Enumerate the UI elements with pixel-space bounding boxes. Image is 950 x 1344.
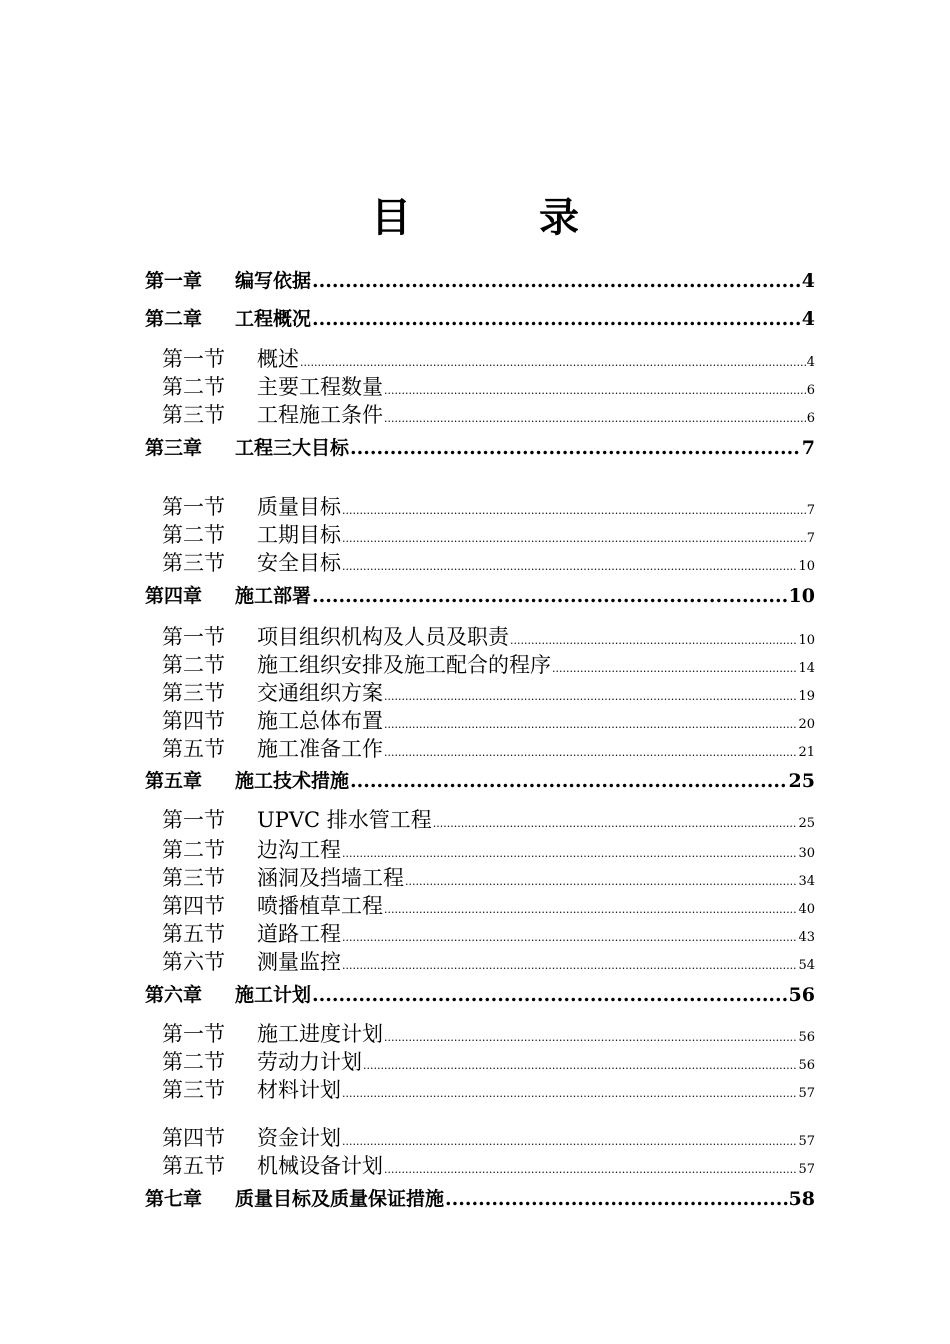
toc-entry-number: 第七章 [145, 1188, 203, 1210]
toc-section-entry[interactable] [162, 677, 815, 707]
toc-dot-leader [384, 903, 797, 916]
toc-entry-title: 工程概况 [235, 308, 312, 330]
toc-chapter-entry[interactable] [145, 266, 815, 293]
toc-page-number: 40 [798, 902, 815, 917]
toc-entry-number: 第二节 [162, 375, 225, 399]
toc-page-number: 25 [788, 770, 815, 792]
toc-entry-number: 第三节 [162, 1078, 225, 1102]
toc-dot-leader [405, 875, 797, 888]
toc-entry-title: 概述 [257, 347, 299, 371]
toc-dot-leader [342, 959, 797, 972]
toc-entry-number: 第六节 [162, 950, 225, 974]
toc-page-number: 21 [798, 745, 815, 760]
toc-dot-leader [342, 504, 806, 517]
toc-section-entry[interactable] [162, 862, 815, 892]
toc-section-entry[interactable] [162, 491, 815, 521]
toc-entry-title: 质量目标 [257, 495, 341, 519]
toc-page-number: 10 [798, 559, 815, 574]
page-title: 目 录 [371, 194, 623, 241]
toc-entry-title: 资金计划 [257, 1126, 341, 1150]
toc-dot-leader [312, 308, 801, 330]
toc-section-entry[interactable] [162, 1122, 815, 1152]
toc-dot-leader [363, 1059, 797, 1072]
toc-chapter-entry[interactable] [145, 980, 815, 1007]
toc-section-entry[interactable] [162, 649, 815, 679]
toc-page-number: 30 [798, 846, 815, 861]
toc-entry-title: 施工技术措施 [235, 770, 350, 792]
toc-entry-number: 第五节 [162, 1154, 225, 1178]
toc-entry-title: 喷播植草工程 [257, 894, 383, 918]
toc-entry-title: 质量目标及质量保证措施 [235, 1188, 445, 1210]
toc-entry-number: 第六章 [145, 984, 203, 1006]
toc-entry-title: 施工部署 [235, 585, 312, 607]
toc-entry-number: 第三章 [145, 437, 203, 459]
toc-entry-title: 工程施工条件 [257, 403, 383, 427]
toc-entry-title: 编写依据 [235, 270, 312, 292]
toc-page-number: 6 [806, 383, 815, 398]
toc-dot-leader [312, 270, 801, 292]
toc-section-entry[interactable] [162, 621, 815, 651]
toc-entry-number: 第五章 [145, 770, 203, 792]
toc-dot-leader [510, 634, 797, 647]
toc-entry-title: UPVC 排水管工程 [257, 808, 432, 832]
toc-entry-number: 第一节 [162, 1022, 225, 1046]
toc-dot-leader [312, 585, 788, 607]
toc-page-number: 4 [801, 270, 815, 292]
toc-page-number: 7 [806, 531, 815, 546]
toc-section-entry[interactable] [162, 705, 815, 735]
toc-entry-number: 第一节 [162, 808, 225, 832]
toc-section-entry[interactable] [162, 804, 815, 834]
toc-dot-leader [384, 412, 806, 425]
toc-entry-title: 安全目标 [257, 551, 341, 575]
toc-entry-number: 第一节 [162, 347, 225, 371]
toc-section-entry[interactable] [162, 399, 815, 429]
toc-dot-leader [384, 746, 797, 759]
toc-section-entry[interactable] [162, 343, 815, 373]
toc-section-entry[interactable] [162, 371, 815, 401]
toc-entry-number: 第一节 [162, 495, 225, 519]
toc-section-entry[interactable] [162, 547, 815, 577]
toc-entry-number: 第三节 [162, 866, 225, 890]
toc-entry-title: 工期目标 [257, 523, 341, 547]
toc-section-entry[interactable] [162, 733, 815, 763]
toc-entry-number: 第四节 [162, 1126, 225, 1150]
toc-entry-number: 第三节 [162, 551, 225, 575]
toc-dot-leader [342, 847, 797, 860]
toc-section-entry[interactable] [162, 519, 815, 549]
toc-entry-number: 第四节 [162, 894, 225, 918]
toc-entry-title: 施工准备工作 [257, 737, 383, 761]
toc-entry-title: 项目组织机构及人员及职责 [257, 625, 509, 649]
toc-dot-leader [350, 770, 788, 792]
toc-dot-leader [342, 532, 806, 545]
toc-dot-leader [312, 984, 788, 1006]
toc-page-number: 56 [788, 984, 815, 1006]
toc-section-entry[interactable] [162, 1046, 815, 1076]
toc-section-entry[interactable] [162, 834, 815, 864]
toc-entry-number: 第一章 [145, 270, 203, 292]
toc-entry-title: 工程三大目标 [235, 437, 350, 459]
toc-section-entry[interactable] [162, 1074, 815, 1104]
toc-dot-leader [300, 356, 806, 369]
toc-entry-title: 交通组织方案 [257, 681, 383, 705]
toc-entry-title: 涵洞及挡墙工程 [257, 866, 404, 890]
toc-section-entry[interactable] [162, 890, 815, 920]
toc-page-number: 56 [798, 1030, 815, 1045]
toc-entry-title: 施工进度计划 [257, 1022, 383, 1046]
toc-page-number: 4 [801, 308, 815, 330]
toc-page-number: 10 [788, 585, 815, 607]
toc-entry-title: 道路工程 [257, 922, 341, 946]
toc-dot-leader [342, 931, 797, 944]
toc-page-number: 57 [798, 1162, 815, 1177]
toc-section-entry[interactable] [162, 1018, 815, 1048]
toc-entry-number: 第四章 [145, 585, 203, 607]
toc-page-number: 56 [798, 1058, 815, 1073]
toc-entry-title: 施工计划 [235, 984, 312, 1006]
toc-entry-number: 第二章 [145, 308, 203, 330]
toc-entry-number: 第一节 [162, 625, 225, 649]
toc-chapter-entry[interactable] [145, 304, 815, 331]
toc-dot-leader [384, 718, 797, 731]
toc-chapter-entry[interactable] [145, 433, 815, 460]
toc-page-number: 54 [798, 958, 815, 973]
toc-page-number: 19 [798, 689, 815, 704]
toc-entry-title: 材料计划 [257, 1078, 341, 1102]
toc-page-number: 14 [798, 661, 815, 676]
toc-page-number: 58 [788, 1188, 815, 1210]
toc-page-number: 7 [801, 437, 815, 459]
toc-entry-title: 施工组织安排及施工配合的程序 [257, 653, 551, 677]
toc-entry-title: 主要工程数量 [257, 375, 383, 399]
toc-dot-leader [384, 690, 797, 703]
toc-section-entry[interactable] [162, 1150, 815, 1180]
toc-page-number: 4 [806, 355, 815, 370]
toc-page-number: 34 [798, 874, 815, 889]
toc-chapter-entry[interactable] [145, 581, 815, 608]
toc-entry-number: 第二节 [162, 1050, 225, 1074]
toc-dot-leader [342, 560, 797, 573]
toc-entry-number: 第五节 [162, 922, 225, 946]
toc-entry-number: 第二节 [162, 523, 225, 547]
toc-page-number: 25 [798, 816, 815, 831]
toc-page-number: 6 [806, 411, 815, 426]
toc-chapter-entry[interactable] [145, 766, 815, 793]
toc-dot-leader [445, 1188, 788, 1210]
toc-entry-number: 第三节 [162, 681, 225, 705]
toc-dot-leader [342, 1087, 797, 1100]
toc-entry-title: 测量监控 [257, 950, 341, 974]
toc-entry-number: 第二节 [162, 653, 225, 677]
toc-dot-leader [433, 817, 798, 830]
toc-dot-leader [552, 662, 797, 675]
toc-entry-number: 第二节 [162, 838, 225, 862]
toc-dot-leader [384, 1163, 797, 1176]
toc-entry-title: 施工总体布置 [257, 709, 383, 733]
toc-page-number: 57 [798, 1134, 815, 1149]
toc-entry-number: 第四节 [162, 709, 225, 733]
toc-section-entry[interactable] [162, 918, 815, 948]
toc-dot-leader [342, 1135, 797, 1148]
toc-chapter-entry[interactable] [145, 1184, 815, 1211]
toc-entry-number: 第三节 [162, 403, 225, 427]
toc-page-number: 10 [798, 633, 815, 648]
toc-page-number: 57 [798, 1086, 815, 1101]
toc-page-number: 7 [806, 503, 815, 518]
toc-dot-leader [384, 1031, 797, 1044]
toc-section-entry[interactable] [162, 946, 815, 976]
toc-entry-number: 第五节 [162, 737, 225, 761]
toc-page-number: 43 [798, 930, 815, 945]
toc-dot-leader [350, 437, 801, 459]
toc-entry-title: 劳动力计划 [257, 1050, 362, 1074]
toc-entry-title: 机械设备计划 [257, 1154, 383, 1178]
toc-page-number: 20 [798, 717, 815, 732]
toc-dot-leader [384, 384, 806, 397]
toc-entry-title: 边沟工程 [257, 838, 341, 862]
